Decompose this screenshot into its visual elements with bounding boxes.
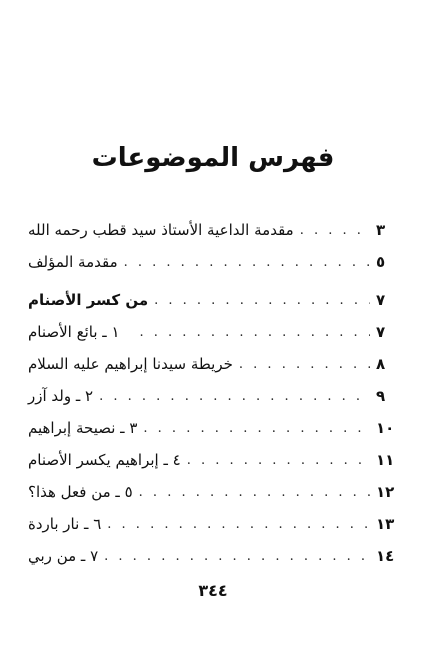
toc-entry-page: ٣	[376, 221, 386, 239]
toc-entry-page: ٧	[376, 323, 386, 341]
toc-entry-page: ٨	[376, 355, 386, 373]
toc-entry-title: ٥ ـ من فعل هذا؟	[28, 483, 133, 501]
dot-leader	[107, 517, 370, 532]
dot-leader	[124, 255, 370, 270]
toc-entry-page: ١٤	[376, 547, 395, 565]
toc-entry-title: ٣ ـ نصيحة إبراهيم	[28, 419, 138, 437]
toc-entry	[28, 380, 404, 412]
dot-leader	[143, 421, 370, 436]
toc-entry-page: ٥	[376, 253, 386, 271]
toc-entry-title: خريطة سيدنا إبراهيم عليه السلام	[28, 355, 233, 373]
toc-entry-page: ١٢	[376, 483, 395, 501]
toc-entry	[28, 284, 404, 316]
toc-entry	[28, 476, 404, 508]
table-of-contents	[28, 214, 404, 572]
dot-leader	[104, 549, 370, 564]
toc-entry-page: ٩	[376, 387, 386, 405]
toc-entry-page: ١٣	[376, 515, 395, 533]
toc-entry-title: ٦ ـ نار باردة	[28, 515, 102, 533]
toc-entry	[28, 214, 404, 246]
toc-entry	[28, 412, 404, 444]
dot-leader	[154, 293, 370, 308]
dot-leader	[99, 389, 370, 404]
dot-leader	[140, 325, 370, 340]
dot-leader	[187, 453, 370, 468]
page-title: فهرس الموضوعات	[91, 143, 335, 173]
toc-entry	[28, 316, 404, 348]
toc-entry	[28, 348, 404, 380]
toc-entry-title: ٢ ـ ولد آزر	[28, 387, 94, 405]
toc-entry	[28, 246, 404, 278]
toc-entry-page: ١١	[376, 451, 395, 469]
dot-leader	[239, 357, 370, 372]
toc-entry-title: مقدمة الداعية الأستاذ سيد قطب رحمه الله	[28, 221, 294, 239]
toc-entry-title: ١ ـ بائع الأصنام	[28, 323, 120, 341]
toc-entry-title: مقدمة المؤلف	[28, 253, 118, 271]
toc-entry-title: من كسر الأصنام	[28, 291, 149, 309]
dot-leader	[139, 485, 370, 500]
toc-entry-page: ٧	[376, 291, 386, 309]
toc-entry-title: ٧ ـ من ربي	[28, 547, 99, 565]
toc-entry	[28, 540, 404, 572]
toc-entry-page: ١٠	[376, 419, 395, 437]
toc-entry-title: ٤ ـ إبراهيم يكسر الأصنام	[28, 451, 181, 469]
dot-leader	[300, 223, 370, 238]
toc-entry	[28, 508, 404, 540]
page-number: ٣٤٤	[198, 581, 228, 600]
toc-entry	[28, 444, 404, 476]
